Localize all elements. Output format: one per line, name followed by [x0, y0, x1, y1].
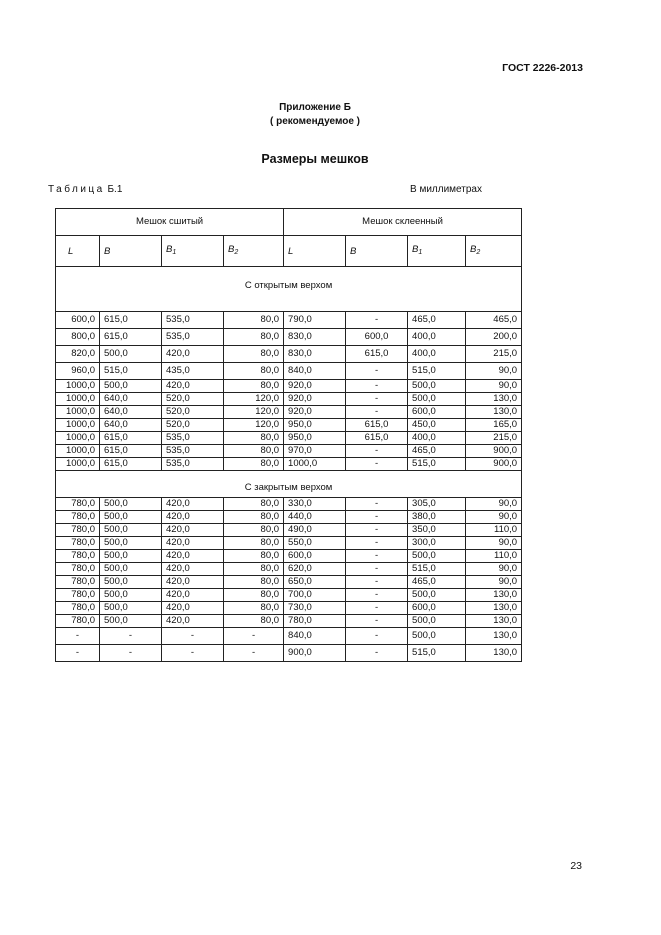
table-cell: 900,0: [466, 458, 522, 471]
table-cell: -: [346, 615, 408, 628]
column-header: [408, 236, 466, 267]
table-cell: 120,0: [224, 419, 284, 432]
table-cell: -: [346, 511, 408, 524]
table-cell: 80,0: [224, 537, 284, 550]
column-header: [162, 236, 224, 267]
table-cell: 950,0: [284, 419, 346, 432]
table-cell: 215,0: [466, 346, 522, 363]
table-cell: 420,0: [162, 576, 224, 589]
table-cell: 90,0: [466, 576, 522, 589]
table-cell: 920,0: [284, 393, 346, 406]
page-number: 23: [570, 860, 582, 872]
table-cell: 420,0: [162, 346, 224, 363]
table-cell: 780,0: [56, 511, 100, 524]
table-row: [56, 406, 522, 419]
table-row: [56, 380, 522, 393]
table-cell: 130,0: [466, 406, 522, 419]
table-cell: 640,0: [100, 406, 162, 419]
table-cell: -: [346, 550, 408, 563]
column-header-subscript: 1: [172, 249, 177, 256]
table-cell: 500,0: [100, 498, 162, 511]
section-open-row: [56, 267, 522, 312]
table-cell: -: [56, 628, 100, 645]
table-cell: 780,0: [56, 537, 100, 550]
table-cell: 615,0: [100, 329, 162, 346]
table-row: [56, 537, 522, 550]
table-cell: 1000,0: [56, 458, 100, 471]
table-cell: -: [346, 628, 408, 645]
table-cell: 920,0: [284, 380, 346, 393]
table-cell: 900,0: [466, 445, 522, 458]
table-cell: 820,0: [56, 346, 100, 363]
table-row: [56, 445, 522, 458]
table-cell: -: [224, 645, 284, 662]
group-sewn-header: Мешок сшитый: [56, 209, 284, 236]
page-title: Размеры мешков: [261, 152, 369, 166]
table-cell: 500,0: [100, 602, 162, 615]
table-cell: 80,0: [224, 312, 284, 329]
table-cell: -: [346, 576, 408, 589]
table-cell: 80,0: [224, 602, 284, 615]
bag-sizes-table: [55, 208, 522, 662]
table-cell: 535,0: [162, 312, 224, 329]
table-cell: 535,0: [162, 458, 224, 471]
table-cell: 515,0: [408, 645, 466, 662]
table-cell: 1000,0: [56, 380, 100, 393]
table-cell: 465,0: [408, 445, 466, 458]
table-cell: 500,0: [100, 524, 162, 537]
table-cell: 80,0: [224, 445, 284, 458]
table-cell: 90,0: [466, 537, 522, 550]
table-cell: 130,0: [466, 589, 522, 602]
table-cell: 80,0: [224, 498, 284, 511]
table-cell: 800,0: [56, 329, 100, 346]
table-cell: 90,0: [466, 380, 522, 393]
table-row: [56, 458, 522, 471]
table-cell: 400,0: [408, 329, 466, 346]
table-cell: 950,0: [284, 432, 346, 445]
table-cell: -: [346, 458, 408, 471]
table-cell: 80,0: [224, 589, 284, 602]
table-cell: -: [346, 589, 408, 602]
table-cell: 90,0: [466, 511, 522, 524]
table-cell: 1000,0: [56, 445, 100, 458]
column-header-symbol: B: [166, 244, 173, 255]
table-cell: 600,0: [284, 550, 346, 563]
column-header-subscript: 2: [476, 249, 481, 256]
table-cell: 600,0: [346, 329, 408, 346]
table-cell: 420,0: [162, 550, 224, 563]
column-header-subscript: 1: [418, 249, 423, 256]
table-cell: 830,0: [284, 346, 346, 363]
table-cell: 80,0: [224, 576, 284, 589]
table-cell: 500,0: [100, 537, 162, 550]
table-cell: 1000,0: [56, 419, 100, 432]
table-cell: 130,0: [466, 393, 522, 406]
table-cell: 440,0: [284, 511, 346, 524]
table-cell: 1000,0: [284, 458, 346, 471]
table-cell: 500,0: [100, 550, 162, 563]
table-cell: 535,0: [162, 445, 224, 458]
table-cell: 420,0: [162, 589, 224, 602]
table-row: [56, 346, 522, 363]
table-cell: 515,0: [100, 363, 162, 380]
table-cell: 450,0: [408, 419, 466, 432]
table-cell: 465,0: [466, 312, 522, 329]
table-row: [56, 645, 522, 662]
table-cell: 435,0: [162, 363, 224, 380]
table-cell: 80,0: [224, 511, 284, 524]
table-cell: 500,0: [100, 346, 162, 363]
table-cell: 700,0: [284, 589, 346, 602]
column-header: [100, 236, 162, 267]
table-row: [56, 563, 522, 576]
table-cell: 960,0: [56, 363, 100, 380]
table-cell: -: [100, 645, 162, 662]
table-cell: 600,0: [56, 312, 100, 329]
table-cell: -: [346, 563, 408, 576]
table-cell: -: [346, 406, 408, 419]
table-cell: 1000,0: [56, 393, 100, 406]
column-header: [224, 236, 284, 267]
table-cell: 490,0: [284, 524, 346, 537]
table-cell: 80,0: [224, 363, 284, 380]
table-cell: 970,0: [284, 445, 346, 458]
table-cell: 550,0: [284, 537, 346, 550]
table-cell: 780,0: [56, 550, 100, 563]
table-row: [56, 329, 522, 346]
table-cell: 420,0: [162, 602, 224, 615]
table-cell: 130,0: [466, 615, 522, 628]
table-cell: -: [346, 524, 408, 537]
table-cell: 90,0: [466, 563, 522, 576]
table-row: [56, 524, 522, 537]
table-cell: -: [224, 628, 284, 645]
table-cell: 500,0: [100, 511, 162, 524]
table-cell: 730,0: [284, 602, 346, 615]
section-closed-label: С закрытым верхом: [56, 471, 522, 498]
table-cell: 500,0: [408, 628, 466, 645]
table-cell: 500,0: [100, 589, 162, 602]
table-cell: 90,0: [466, 498, 522, 511]
column-header-symbol: B: [470, 244, 477, 255]
section-open-label: С открытым верхом: [56, 267, 522, 312]
table-cell: 600,0: [408, 602, 466, 615]
table-cell: 520,0: [162, 393, 224, 406]
table-cell: 465,0: [408, 576, 466, 589]
column-header-symbol: L: [288, 245, 294, 257]
table-cell: 400,0: [408, 346, 466, 363]
table-cell: 80,0: [224, 432, 284, 445]
table-cell: 535,0: [162, 432, 224, 445]
table-cell: 620,0: [284, 563, 346, 576]
table-cell: -: [162, 628, 224, 645]
column-header: [466, 236, 522, 267]
table-cell: 780,0: [56, 602, 100, 615]
table-cell: 520,0: [162, 406, 224, 419]
table-cell: 420,0: [162, 524, 224, 537]
appendix-subtitle: ( рекомендуемое ): [270, 116, 360, 127]
table-row: [56, 363, 522, 380]
group-header-row: [56, 209, 522, 236]
table-cell: 640,0: [100, 419, 162, 432]
table-row: [56, 628, 522, 645]
table-cell: 80,0: [224, 550, 284, 563]
table-cell: 130,0: [466, 602, 522, 615]
table-cell: 1000,0: [56, 406, 100, 419]
table-cell: 535,0: [162, 329, 224, 346]
table-row: [56, 432, 522, 445]
table-row: [56, 576, 522, 589]
table-row: [56, 602, 522, 615]
table-cell: 500,0: [100, 380, 162, 393]
table-cell: 615,0: [100, 445, 162, 458]
table-cell: 520,0: [162, 419, 224, 432]
table-row: [56, 393, 522, 406]
table-label-number: Б.1: [104, 184, 123, 195]
column-header-symbol: B: [350, 245, 357, 257]
table-cell: 500,0: [408, 380, 466, 393]
table-cell: 215,0: [466, 432, 522, 445]
table-cell: 515,0: [408, 458, 466, 471]
table-cell: -: [100, 628, 162, 645]
table-cell: 840,0: [284, 628, 346, 645]
table-cell: 500,0: [408, 393, 466, 406]
document-standard-code: ГОСТ 2226-2013: [502, 62, 583, 74]
units-note: В миллиметрах: [410, 184, 482, 195]
table-cell: 165,0: [466, 419, 522, 432]
appendix-heading: [0, 101, 630, 129]
table-cell: 900,0: [284, 645, 346, 662]
table-cell: 515,0: [408, 563, 466, 576]
table-cell: -: [346, 602, 408, 615]
table-cell: 615,0: [346, 432, 408, 445]
appendix-title: Приложение Б: [279, 102, 351, 113]
table-cell: 780,0: [56, 589, 100, 602]
table-cell: 840,0: [284, 363, 346, 380]
table-cell: 500,0: [100, 576, 162, 589]
table-cell: 80,0: [224, 615, 284, 628]
table-cell: 500,0: [100, 563, 162, 576]
table-cell: -: [346, 645, 408, 662]
table-cell: 80,0: [224, 563, 284, 576]
group-glued-header: Мешок склеенный: [284, 209, 522, 236]
table-cell: 420,0: [162, 537, 224, 550]
table-cell: 130,0: [466, 645, 522, 662]
table-cell: 600,0: [408, 406, 466, 419]
table-cell: 130,0: [466, 628, 522, 645]
table-cell: 200,0: [466, 329, 522, 346]
table-cell: -: [346, 537, 408, 550]
table-cell: 380,0: [408, 511, 466, 524]
table-cell: -: [346, 445, 408, 458]
column-header-symbol: B: [104, 245, 111, 257]
table-cell: 500,0: [408, 589, 466, 602]
table-cell: 330,0: [284, 498, 346, 511]
table-cell: 515,0: [408, 363, 466, 380]
table-row: [56, 550, 522, 563]
table-cell: 110,0: [466, 524, 522, 537]
column-header-subscript: 2: [234, 249, 239, 256]
table-cell: 420,0: [162, 615, 224, 628]
table-cell: -: [346, 363, 408, 380]
table-cell: -: [346, 312, 408, 329]
table-cell: 500,0: [408, 615, 466, 628]
table-cell: 420,0: [162, 511, 224, 524]
column-header-symbol: B: [228, 244, 235, 255]
table-cell: 90,0: [466, 363, 522, 380]
table-cell: 615,0: [100, 458, 162, 471]
table-cell: -: [346, 380, 408, 393]
table-cell: 780,0: [56, 563, 100, 576]
table-row: [56, 312, 522, 329]
table-cell: -: [346, 498, 408, 511]
table-row: [56, 615, 522, 628]
column-header-symbol: B: [412, 244, 419, 255]
table-cell: 920,0: [284, 406, 346, 419]
table-cell: 780,0: [284, 615, 346, 628]
table-cell: 615,0: [100, 432, 162, 445]
table-cell: 615,0: [346, 419, 408, 432]
table-cell: -: [162, 645, 224, 662]
table-cell: 80,0: [224, 458, 284, 471]
table-cell: 420,0: [162, 380, 224, 393]
table-cell: 110,0: [466, 550, 522, 563]
table-cell: 120,0: [224, 393, 284, 406]
table-cell: 420,0: [162, 498, 224, 511]
table-cell: -: [56, 645, 100, 662]
section-closed-row: [56, 471, 522, 498]
table-label: [48, 184, 122, 195]
table-row: [56, 498, 522, 511]
table-cell: 790,0: [284, 312, 346, 329]
table-cell: 650,0: [284, 576, 346, 589]
table-row: [56, 589, 522, 602]
table-cell: 300,0: [408, 537, 466, 550]
table-cell: 780,0: [56, 576, 100, 589]
column-header: [284, 236, 346, 267]
table-cell: 780,0: [56, 615, 100, 628]
table-row: [56, 511, 522, 524]
table-cell: 80,0: [224, 524, 284, 537]
table-cell: 420,0: [162, 563, 224, 576]
column-header: [56, 236, 100, 267]
table-cell: 465,0: [408, 312, 466, 329]
table-cell: 400,0: [408, 432, 466, 445]
table-cell: 1000,0: [56, 432, 100, 445]
table-cell: 305,0: [408, 498, 466, 511]
table-cell: 500,0: [408, 550, 466, 563]
column-header-symbol: L: [68, 245, 74, 257]
table-cell: 780,0: [56, 524, 100, 537]
table-cell: -: [346, 393, 408, 406]
table-cell: 830,0: [284, 329, 346, 346]
table-cell: 640,0: [100, 393, 162, 406]
table-cell: 80,0: [224, 346, 284, 363]
table-cell: 80,0: [224, 329, 284, 346]
table-label-prefix: Таблица: [48, 184, 105, 195]
column-header: [346, 236, 408, 267]
table-cell: 615,0: [346, 346, 408, 363]
table-cell: 120,0: [224, 406, 284, 419]
table-cell: 615,0: [100, 312, 162, 329]
table-cell: 80,0: [224, 380, 284, 393]
table-row: [56, 419, 522, 432]
table-cell: 500,0: [100, 615, 162, 628]
column-header-row: [56, 236, 522, 267]
table-cell: 780,0: [56, 498, 100, 511]
table-cell: 350,0: [408, 524, 466, 537]
